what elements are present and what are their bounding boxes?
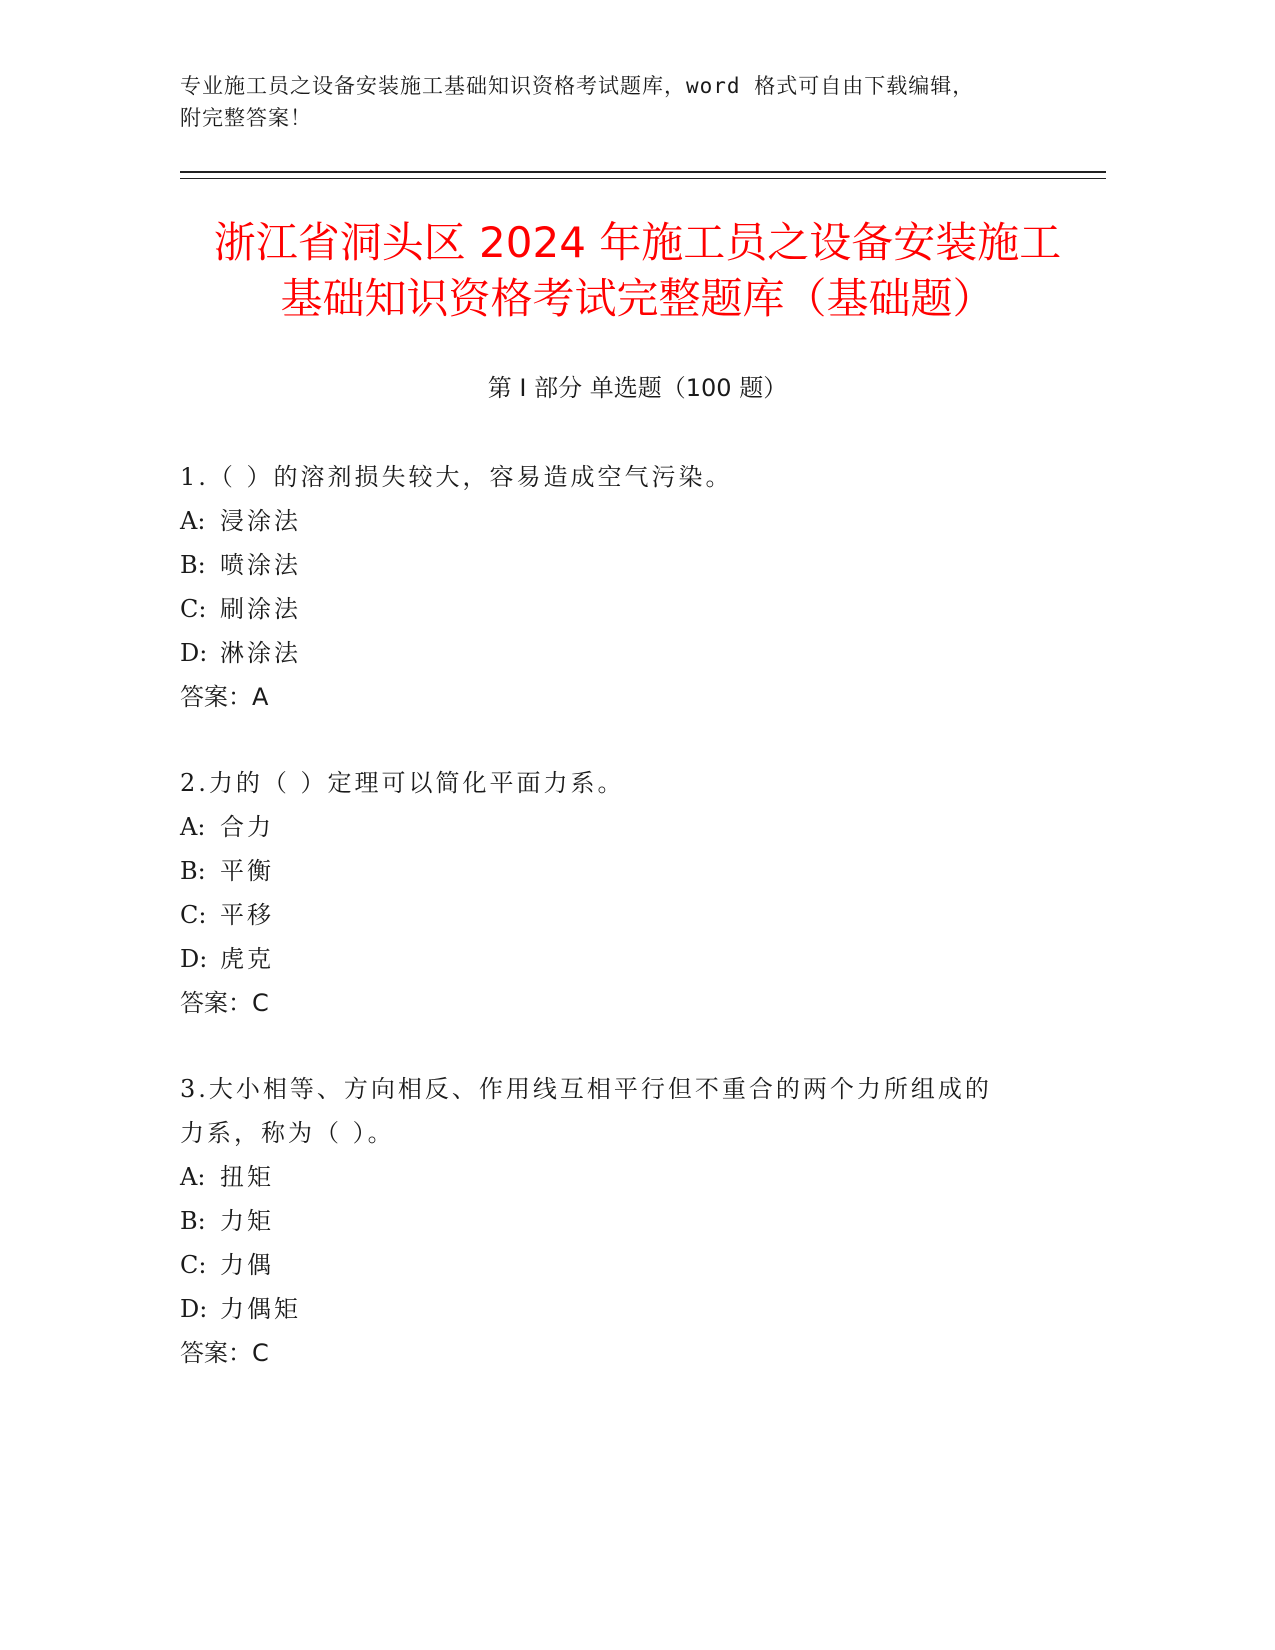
question-stem-line: 2.力的（ ）定理可以简化平面力系。 [180, 769, 625, 797]
option-text: 浸涂法 [220, 507, 301, 535]
option-b [180, 1199, 1080, 1243]
answer-line: 答案：A [180, 683, 269, 711]
option-text: 力偶 [220, 1251, 274, 1279]
option-key: D: [180, 1295, 208, 1323]
option-key: B: [180, 857, 206, 885]
option-key: C: [180, 595, 207, 623]
option-text: 平衡 [220, 857, 274, 885]
option-d [180, 631, 1080, 675]
option-text: 刷涂法 [220, 595, 301, 623]
header-note-line-2: 附完整答案！ [180, 106, 312, 130]
option-b [180, 543, 1080, 587]
option-key: C: [180, 1251, 207, 1279]
question-stem-line: 1.（ ）的溶剂损失较大，容易造成空气污染。 [180, 463, 733, 491]
question-stem-line: 3.大小相等、方向相反、作用线互相平行但不重合的两个力所组成的 [180, 1075, 992, 1103]
document-title-line-1: 浙江省洞头区 2024 年施工员之设备安装施工 [213, 218, 1062, 267]
option-text: 虎克 [220, 945, 274, 973]
section-title: 第 I 部分 单选题（100 题） [487, 374, 788, 402]
option-key: A: [180, 813, 206, 841]
header-note [180, 70, 1080, 134]
option-a [180, 499, 1080, 543]
option-a [180, 805, 1080, 849]
question-stem-line: 力系，称为（ ）。 [180, 1119, 395, 1147]
document-title-line-2: 基础知识资格考试完整题库（基础题） [280, 274, 995, 323]
header-note-line-1: 专业施工员之设备安装施工基础知识资格考试题库，word 格式可自由下载编辑， [180, 74, 975, 98]
option-key: C: [180, 901, 207, 929]
option-c [180, 893, 1080, 937]
question-list [180, 455, 1080, 1417]
header-divider-thin [180, 178, 1106, 179]
option-text: 喷涂法 [220, 551, 301, 579]
option-d [180, 1287, 1080, 1331]
option-key: B: [180, 551, 206, 579]
option-text: 力偶矩 [220, 1295, 301, 1323]
question-stem [180, 455, 1040, 499]
option-b [180, 849, 1080, 893]
option-c [180, 1243, 1080, 1287]
option-c [180, 587, 1080, 631]
option-key: D: [180, 945, 208, 973]
option-key: A: [180, 507, 206, 535]
answer-line: 答案：C [180, 1339, 269, 1367]
option-key: A: [180, 1163, 206, 1191]
question-item [180, 455, 1080, 719]
option-text: 平移 [220, 901, 274, 929]
question-item [180, 1067, 1080, 1375]
question-item [180, 761, 1080, 1025]
option-text: 力矩 [220, 1207, 274, 1235]
option-a [180, 1155, 1080, 1199]
option-text: 扭矩 [220, 1163, 274, 1191]
question-stem [180, 1067, 1040, 1155]
document-title [150, 215, 1125, 327]
option-text: 淋涂法 [220, 639, 301, 667]
option-key: D: [180, 639, 208, 667]
option-text: 合力 [220, 813, 274, 841]
option-d [180, 937, 1080, 981]
answer-line: 答案：C [180, 989, 269, 1017]
header-divider-thick [180, 171, 1106, 173]
option-key: B: [180, 1207, 206, 1235]
question-stem [180, 761, 1040, 805]
